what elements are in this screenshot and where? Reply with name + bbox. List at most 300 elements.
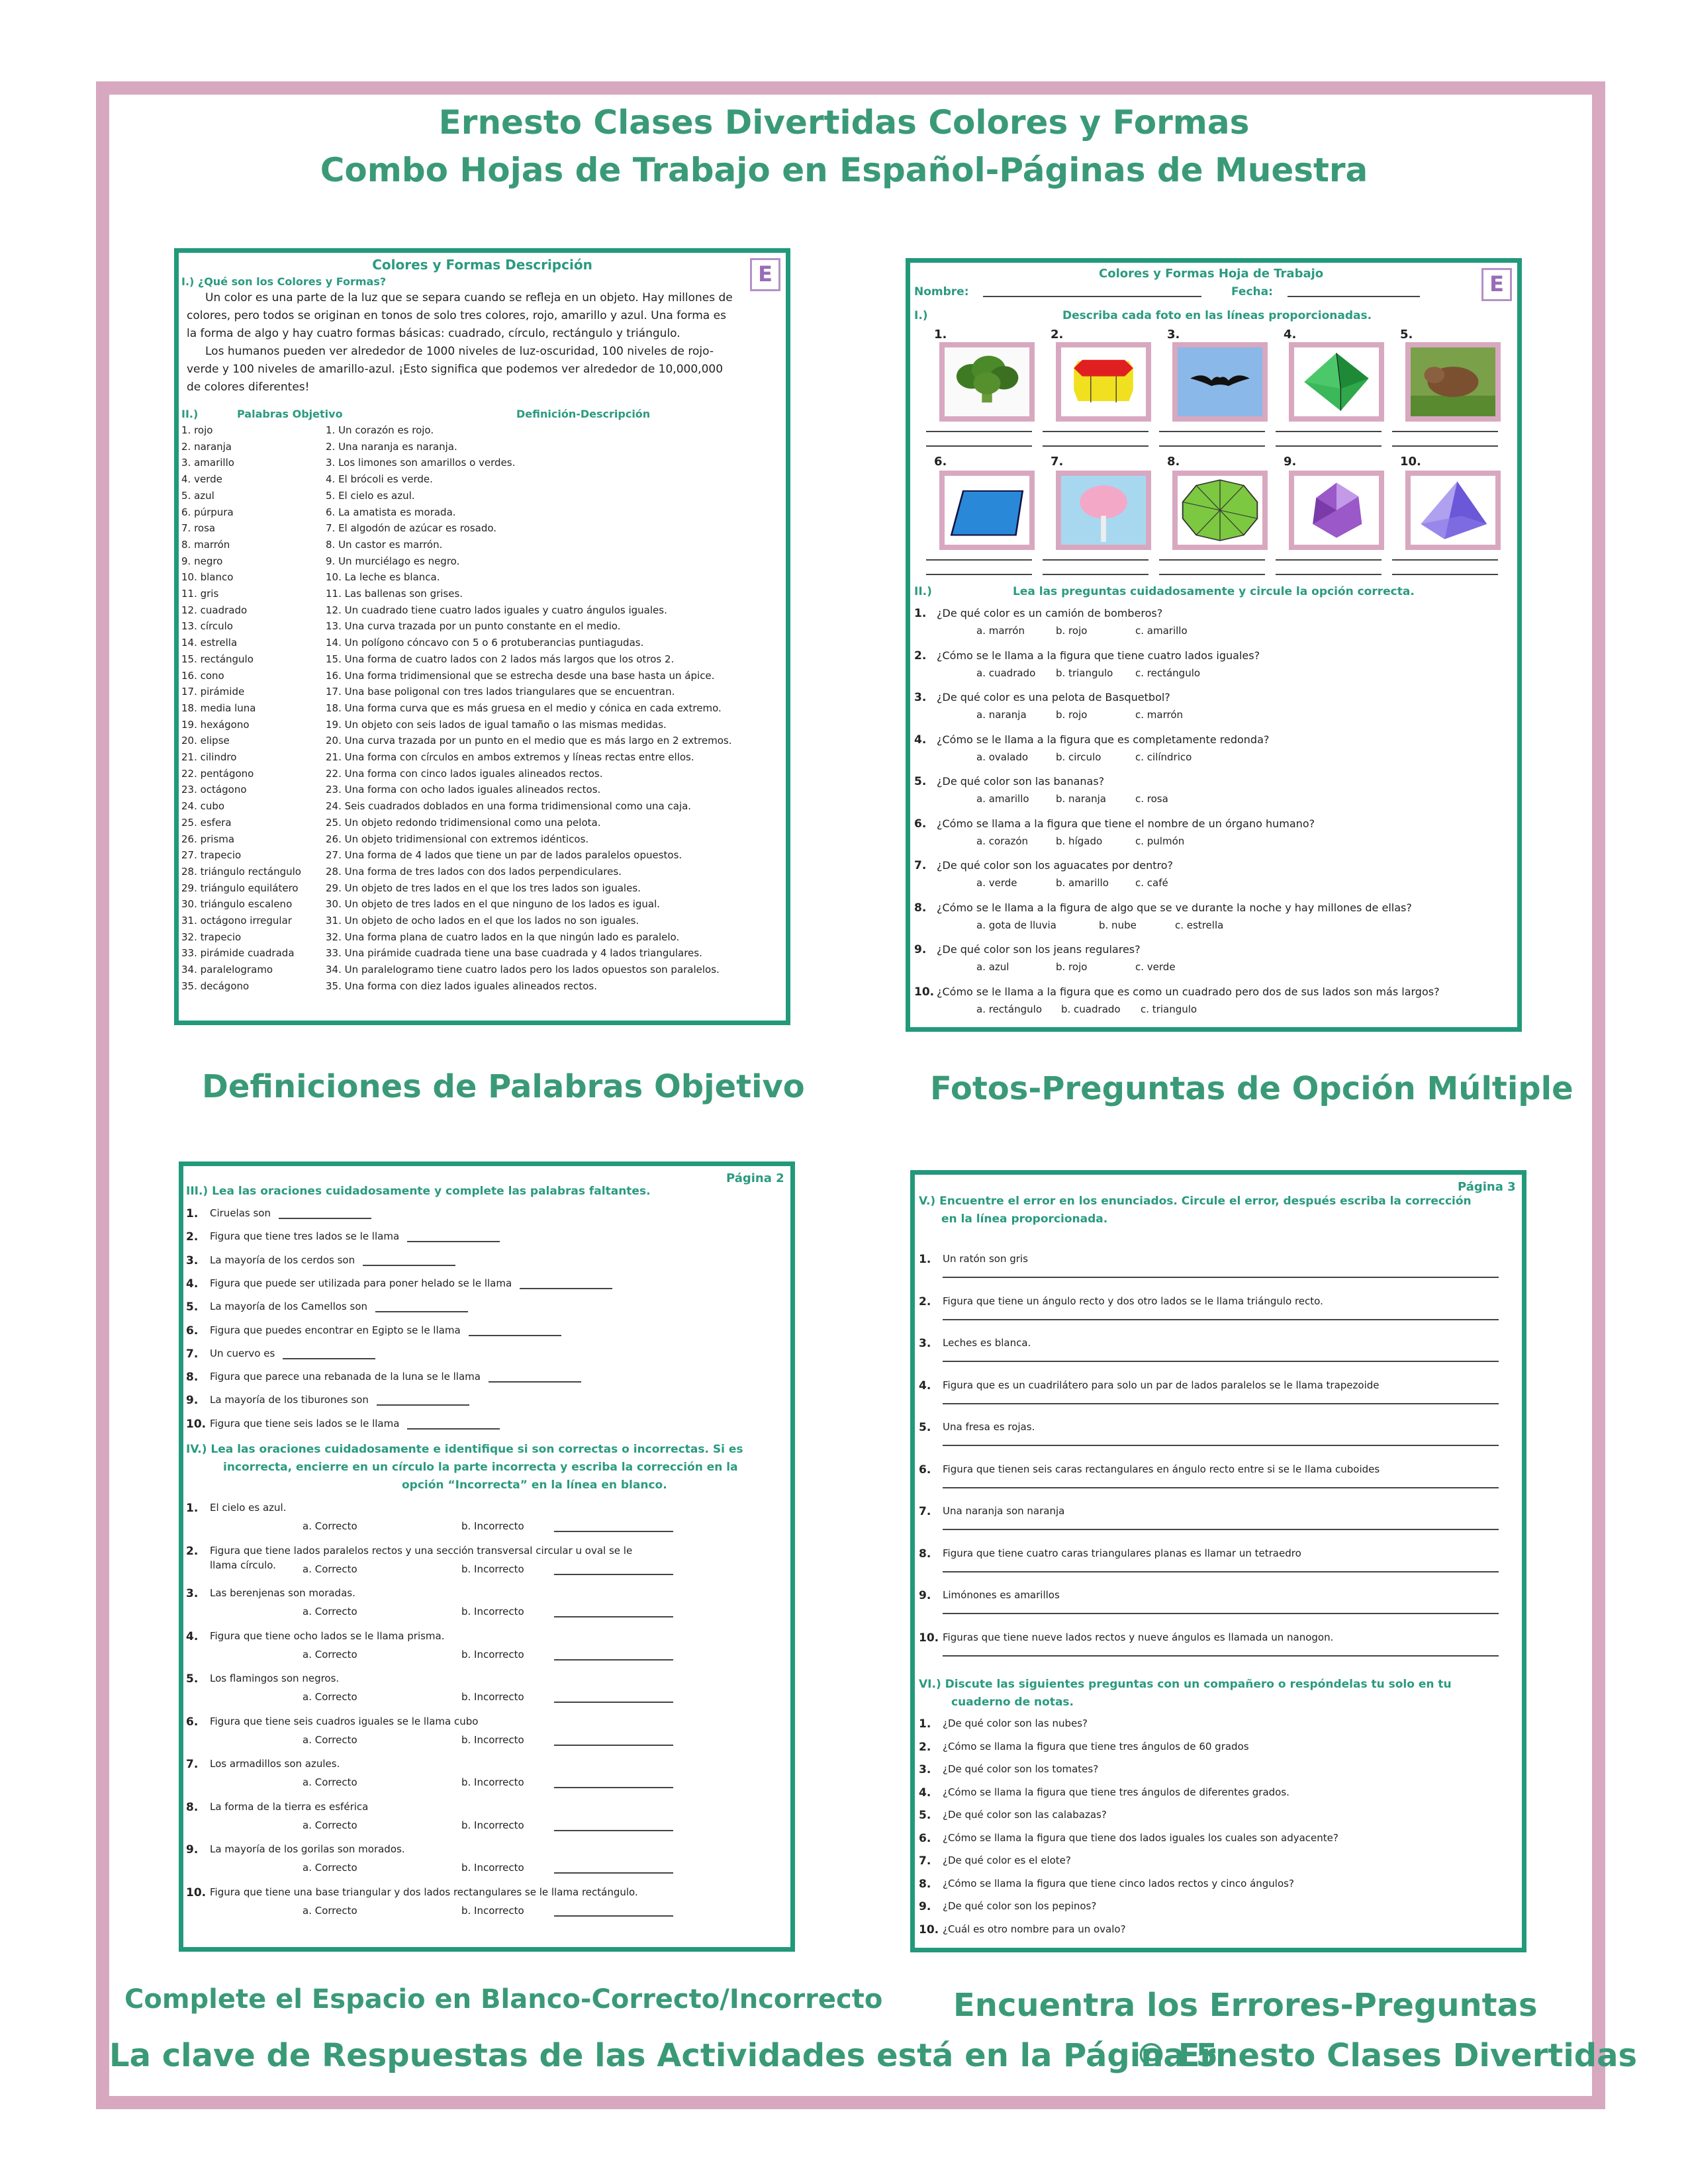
page-title: Ernesto Clases Divertidas Colores y Formas — [438, 103, 1250, 142]
definition: 7. El algodón de azúcar es rosado. — [326, 522, 497, 535]
option-incorrect: b. Incorrecto — [461, 1904, 524, 1917]
fill-blank[interactable] — [283, 1349, 375, 1359]
answer-option: b. rojo — [1056, 961, 1088, 973]
answer-option: a. verde — [976, 877, 1017, 889]
discussion-question: ¿Cómo se llama la figura que tiene dos lados iguales los cuales son adyacente? — [943, 1831, 1338, 1844]
target-word: 34. paralelogramo — [181, 964, 273, 976]
definition: 27. Una forma de 4 lados que tiene un par de lados paralelos opuestos. — [326, 849, 682, 862]
caption-multiple-choice: Fotos-Preguntas de Opción Múltiple — [930, 1070, 1573, 1107]
definition: 19. Un objeto con seis lados de igual tamaño o las mismas medidas. — [326, 718, 667, 731]
section-5-heading: en la línea proporcionada. — [941, 1212, 1108, 1226]
definition: 21. Una forma con círculos en ambos extremos y líneas rectas entre ellos. — [326, 751, 694, 763]
error-number: 6. — [919, 1463, 931, 1477]
definition: 1. Un corazón es rojo. — [326, 424, 434, 436]
fill-blank[interactable] — [407, 1232, 500, 1242]
answer-line — [1159, 559, 1265, 561]
discussion-number: 10. — [919, 1923, 939, 1936]
question-number: 8. — [914, 901, 927, 915]
option-incorrect: b. Incorrecto — [461, 1563, 524, 1575]
correction-line — [943, 1277, 1499, 1278]
question-number: 1. — [914, 607, 927, 620]
fill-sentence: La mayoría de los Camellos son — [210, 1300, 368, 1313]
answer-option: c. marrón — [1135, 709, 1184, 721]
option-incorrect: b. Incorrecto — [461, 1606, 524, 1617]
answer-option: a. cuadrado — [976, 666, 1036, 679]
section-4-heading: incorrecta, encierre en un círculo la parte incorrecta y escriba la corrección en la — [223, 1461, 738, 1474]
page-number: Página 3 — [1458, 1180, 1516, 1194]
error-number: 1. — [919, 1253, 931, 1266]
answer-option: c. pulmón — [1135, 835, 1185, 847]
photo-number: 8. — [1167, 455, 1180, 469]
definition: 18. Una forma curva que es más gruesa en el medio y cónica en cada extremo. — [326, 702, 722, 714]
question-text: ¿Cómo se le llama a la figura que es como un cuadrado pero dos de sus lados son más largos? — [937, 985, 1440, 998]
answer-option: b. hígado — [1056, 835, 1103, 847]
question-number: 5. — [914, 775, 927, 788]
statement-text: Figura que tiene ocho lados se le llama prisma. — [210, 1629, 445, 1642]
paragraph-line: Un color es una parte de la luz que se separa cuando se refleja en un objeto. Hay millones de — [205, 291, 733, 304]
option-correct: a. Correcto — [303, 1606, 357, 1617]
target-word: 21. cilindro — [181, 751, 237, 763]
correction-line — [554, 1830, 673, 1831]
definition: 11. Las ballenas son grises. — [326, 588, 463, 600]
target-words-heading: Palabras Objetivo — [237, 408, 343, 420]
discussion-number: 5. — [919, 1809, 931, 1822]
definition: 4. El brócoli es verde. — [326, 473, 433, 486]
target-word: 23. octágono — [181, 784, 247, 796]
section-6-heading: cuaderno de notas. — [951, 1696, 1074, 1709]
sheet-title: Colores y Formas Hoja de Trabajo — [1099, 267, 1324, 281]
target-word: 10. blanco — [181, 571, 234, 584]
definition: 9. Un murciélago es negro. — [326, 555, 460, 567]
paragraph-line: Los humanos pueden ver alrededor de 1000 niveles de luz-oscuridad, 100 niveles de rojo- — [205, 345, 714, 358]
answer-option: b. naranja — [1056, 793, 1106, 805]
answer-line — [1043, 445, 1149, 447]
statement-number: 3. — [186, 1587, 199, 1600]
fill-blank[interactable] — [375, 1302, 468, 1312]
definition: 25. Un objeto redondo tridimensional como una pelota. — [326, 816, 601, 829]
answer-option: c. triangulo — [1141, 1003, 1197, 1015]
definition: 12. Un cuadrado tiene cuatro lados iguales y cuatro ángulos iguales. — [326, 604, 667, 616]
answer-option: b. amarillo — [1056, 877, 1109, 889]
statement-number: 7. — [186, 1758, 199, 1771]
answer-line — [1392, 559, 1498, 561]
photo-black-bat — [1172, 342, 1268, 422]
definition: 29. Un objeto de tres lados en el que los tres lados son iguales. — [326, 882, 641, 894]
correction-line — [554, 1702, 673, 1703]
definition: 10. La leche es blanca. — [326, 571, 440, 584]
correction-line — [554, 1787, 673, 1788]
fill-number: 9. — [186, 1394, 199, 1408]
section-6-heading: VI.) Discute las siguientes preguntas con un compañero o respóndelas tu solo en tu — [919, 1678, 1452, 1691]
statement-text: Los armadillos son azules. — [210, 1758, 340, 1770]
correction-line — [943, 1403, 1499, 1404]
discussion-question: ¿De qué color son las nubes? — [943, 1717, 1088, 1729]
target-word: 13. círculo — [181, 620, 233, 633]
fill-sentence: Figura que parece una rebanada de la luna se le llama — [210, 1371, 481, 1383]
fill-number: 2. — [186, 1230, 199, 1244]
page-subtitle: Combo Hojas de Trabajo en Español-Páginas de Muestra — [320, 151, 1368, 189]
fill-sentence: Figura que puede ser utilizada para poner helado se le llama — [210, 1277, 512, 1289]
correction-line — [554, 1745, 673, 1746]
error-sentence: Un ratón son gris — [943, 1253, 1028, 1265]
fill-blank[interactable] — [363, 1255, 455, 1266]
correction-line — [943, 1487, 1499, 1488]
photo-blue-trapezoid — [939, 471, 1035, 550]
answer-option: b. cuadrado — [1061, 1003, 1121, 1015]
option-correct: a. Correcto — [303, 1904, 357, 1917]
question-text: ¿Cómo se le llama a la figura que tiene cuatro lados iguales? — [937, 649, 1260, 662]
target-word: 11. gris — [181, 588, 219, 600]
question-number: 4. — [914, 733, 927, 747]
fill-in-blank-worksheet-preview — [179, 1161, 795, 1952]
fill-blank[interactable] — [469, 1326, 561, 1336]
option-correct: a. Correcto — [303, 1520, 357, 1532]
correction-line — [554, 1659, 673, 1661]
target-word: 5. azul — [181, 489, 214, 502]
discussion-question: ¿De qué color son las calabazas? — [943, 1809, 1107, 1821]
answer-option: b. triangulo — [1056, 666, 1113, 679]
photo-number: 4. — [1284, 328, 1297, 341]
answer-option: b. rojo — [1056, 709, 1088, 721]
target-word: 35. decágono — [181, 979, 250, 992]
option-correct: a. Correcto — [303, 1648, 357, 1661]
definition: 35. Una forma con diez lados iguales alineados rectos. — [326, 979, 597, 992]
error-sentence: Figura que tienen seis caras rectangulares en ángulo recto entre si se le llama cuboides — [943, 1463, 1380, 1475]
definition: 31. Un objeto de ocho lados en el que los lados no son iguales. — [326, 915, 639, 927]
photo-broccoli — [939, 342, 1035, 422]
fill-blank[interactable] — [520, 1279, 612, 1289]
discussion-question: ¿Cuál es otro nombre para un ovalo? — [943, 1923, 1126, 1935]
fill-blank[interactable] — [279, 1208, 371, 1219]
target-word: 3. amarillo — [181, 457, 234, 469]
name-label: Nombre: — [914, 285, 969, 298]
discussion-number: 7. — [919, 1854, 931, 1868]
statement-text: Figura que tiene seis cuadros iguales se le llama cubo — [210, 1715, 479, 1727]
answer-option: a. corazón — [976, 835, 1029, 847]
error-number: 7. — [919, 1505, 931, 1518]
option-correct: a. Correcto — [303, 1862, 357, 1874]
option-incorrect: b. Incorrecto — [461, 1648, 524, 1661]
error-sentence: Una naranja son naranja — [943, 1505, 1065, 1517]
definition: 13. Una curva trazada por un punto constante en el medio. — [326, 620, 621, 633]
section-2-number: II.) — [181, 408, 199, 420]
question-text: ¿De qué color son las bananas? — [937, 775, 1105, 788]
answer-line — [926, 431, 1032, 432]
page-number: Página 2 — [726, 1171, 784, 1185]
fill-number: 10. — [186, 1417, 207, 1431]
caption-definitions: Definiciones de Palabras Objetivo — [202, 1068, 805, 1105]
photo-green-octahedron — [1289, 342, 1384, 422]
caption-find-errors: Encuentra los Errores-Preguntas — [953, 1987, 1538, 2024]
definition: 34. Un paralelogramo tiene cuatro lados pero los lados opuestos son paralelos. — [326, 964, 720, 976]
photo-purple-amethyst — [1289, 471, 1384, 550]
error-number: 8. — [919, 1547, 931, 1561]
answer-line — [1159, 445, 1265, 447]
answer-line — [1276, 431, 1382, 432]
fill-number: 6. — [186, 1324, 199, 1338]
target-word: 28. triángulo rectángulo — [181, 865, 301, 878]
target-word: 22. pentágono — [181, 767, 254, 780]
answer-line — [1043, 574, 1149, 575]
target-word: 4. verde — [181, 473, 222, 486]
statement-text: Figura que tiene lados paralelos rectos y una sección transversal circular u oval se le — [210, 1544, 633, 1557]
correction-line — [943, 1361, 1499, 1362]
fill-number: 5. — [186, 1300, 199, 1314]
discussion-question: ¿De qué color es el elote? — [943, 1854, 1071, 1866]
question-text: ¿De qué color son los aguacates por dentro? — [937, 859, 1174, 872]
target-word: 31. octágono irregular — [181, 915, 292, 927]
correction-line — [554, 1574, 673, 1575]
answer-option: c. café — [1135, 877, 1168, 889]
definition: 23. Una forma con ocho lados iguales alineados rectos. — [326, 784, 601, 796]
section-1-number: I.) — [914, 309, 928, 322]
section-2-number: II.) — [914, 585, 932, 598]
question-number: 3. — [914, 691, 927, 704]
photo-number: 5. — [1400, 328, 1413, 341]
statement-text: La forma de la tierra es esférica — [210, 1800, 369, 1813]
target-word: 15. rectángulo — [181, 653, 254, 665]
answer-line — [926, 559, 1032, 561]
question-number: 7. — [914, 859, 927, 872]
fill-blank[interactable] — [407, 1419, 500, 1430]
fill-number: 3. — [186, 1253, 199, 1267]
definition: 14. Un polígono cóncavo con 5 o 6 protuberancias puntiagudas. — [326, 637, 644, 649]
target-word: 24. cubo — [181, 800, 225, 813]
definition: 24. Seis cuadrados doblados en una forma tridimensional como una caja. — [326, 800, 692, 813]
option-correct: a. Correcto — [303, 1733, 357, 1746]
statement-number: 8. — [186, 1800, 199, 1814]
answer-line — [1159, 431, 1265, 432]
target-word: 27. trapecio — [181, 849, 242, 862]
fill-sentence: Figura que puedes encontrar en Egipto se le llama — [210, 1324, 461, 1336]
definition: 30. Un objeto de tres lados en el que ninguno de los lados es igual. — [326, 898, 661, 911]
error-sentence: Figura que es un cuadrilátero para solo un par de lados paralelos se le llama trapezoide — [943, 1379, 1380, 1391]
correction-line — [554, 1616, 673, 1617]
fill-sentence: La mayoría de los tiburones son — [210, 1394, 369, 1406]
photo-number: 9. — [1284, 455, 1297, 469]
answer-option: a. gota de lluvia — [976, 919, 1056, 931]
target-word: 1. rojo — [181, 424, 213, 436]
discussion-question: ¿De qué color son los tomates? — [943, 1763, 1099, 1775]
statement-text: El cielo es azul. — [210, 1502, 287, 1514]
target-word: 25. esfera — [181, 816, 232, 829]
answer-line — [1159, 574, 1265, 575]
option-incorrect: b. Incorrecto — [461, 1691, 524, 1703]
answer-line — [1392, 445, 1498, 447]
target-word: 6. púrpura — [181, 506, 234, 518]
definition: 26. Un objeto tridimensional con extremos idénticos. — [326, 833, 589, 845]
answer-option: c. verde — [1135, 961, 1176, 973]
answer-option: c. amarillo — [1135, 625, 1188, 637]
sheet-title: Colores y Formas Descripción — [372, 257, 592, 273]
error-number: 2. — [919, 1295, 931, 1308]
discussion-number: 9. — [919, 1900, 931, 1913]
correction-line — [943, 1655, 1499, 1657]
target-word: 8. marrón — [181, 538, 230, 551]
statement-number: 10. — [186, 1886, 207, 1899]
section-4-heading: opción “Incorrecta” en la línea en blanco. — [402, 1479, 667, 1492]
error-number: 10. — [919, 1631, 939, 1645]
discussion-number: 1. — [919, 1717, 931, 1731]
answer-option: c. estrella — [1175, 919, 1224, 931]
section-2-heading: Lea las preguntas cuidadosamente y circule la opción correcta. — [1013, 585, 1415, 598]
discussion-question: ¿Cómo se llama la figura que tiene tres ángulos de diferentes grados. — [943, 1786, 1289, 1798]
option-incorrect: b. Incorrecto — [461, 1733, 524, 1746]
target-word: 29. triángulo equilátero — [181, 882, 299, 894]
photo-number: 2. — [1051, 328, 1064, 341]
photo-number: 6. — [934, 455, 947, 469]
fill-sentence: Figura que tiene tres lados se le llama — [210, 1230, 400, 1243]
target-word: 26. prisma — [181, 833, 235, 845]
fill-sentence: Ciruelas son — [210, 1207, 271, 1219]
target-word: 30. triángulo escaleno — [181, 898, 293, 911]
question-number: 6. — [914, 817, 927, 831]
target-word: 32. trapecio — [181, 931, 242, 943]
option-correct: a. Correcto — [303, 1776, 357, 1788]
fill-blank[interactable] — [377, 1395, 469, 1406]
definition: 33. Una pirámide cuadrada tiene una base cuadrada y 4 lados triangulares. — [326, 947, 702, 960]
section-1-heading: Describa cada foto en las líneas proporcionadas. — [1062, 309, 1372, 322]
option-incorrect: b. Incorrecto — [461, 1862, 524, 1874]
answer-option: a. naranja — [976, 709, 1027, 721]
correction-line — [554, 1531, 673, 1532]
statement-number: 6. — [186, 1715, 199, 1729]
answer-option: a. azul — [976, 961, 1009, 973]
target-word: 19. hexágono — [181, 718, 250, 731]
answer-line — [1276, 574, 1382, 575]
answer-option: b. rojo — [1056, 625, 1088, 637]
photo-red-octagonal-prism — [1056, 342, 1151, 422]
discussion-question: ¿Cómo se llama la figura que tiene tres ángulos de 60 grados — [943, 1740, 1249, 1752]
statement-number: 4. — [186, 1629, 199, 1643]
question-text: ¿De qué color es una pelota de Basquetbol? — [937, 691, 1170, 704]
option-correct: a. Correcto — [303, 1563, 357, 1575]
footer-answer-key-note: La clave de Respuestas de las Actividades está en la Página 5 — [109, 2037, 1218, 2074]
target-word: 16. cono — [181, 669, 224, 682]
definition: 15. Una forma de cuatro lados con 2 lados más largos que los otros 2. — [326, 653, 675, 665]
target-word: 17. pirámide — [181, 686, 245, 698]
footer-copyright: © Ernesto Clases Divertidas — [1135, 2037, 1638, 2074]
definition: 16. Una forma tridimensional que se estrecha desde una base hasta un ápice. — [326, 669, 715, 682]
answer-line — [926, 445, 1032, 447]
answer-option: b. nube — [1099, 919, 1137, 931]
question-text: ¿De qué color es un camión de bomberos? — [937, 607, 1163, 619]
discussion-number: 4. — [919, 1786, 931, 1799]
target-word: 33. pirámide cuadrada — [181, 947, 295, 960]
question-text: ¿Cómo se le llama a la figura que es completamente redonda? — [937, 733, 1270, 746]
answer-option: c. rosa — [1135, 793, 1168, 805]
discussion-number: 2. — [919, 1740, 931, 1754]
date-line — [1288, 296, 1420, 297]
answer-option: b. circulo — [1056, 751, 1102, 763]
section-1-heading: I.) ¿Qué son los Colores y Formas? — [181, 275, 387, 288]
paragraph-line: verde y 100 niveles de amarillo-azul. ¡Esto significa que podemos ver alrededor de 10,000,000 — [187, 363, 724, 376]
discussion-number: 8. — [919, 1877, 931, 1891]
definition: 2. Una naranja es naranja. — [326, 440, 457, 453]
error-sentence: Limónones es amarillos — [943, 1589, 1060, 1601]
question-text: ¿Cómo se le llama a la figura de algo que se ve durante la noche y hay millones de ellas? — [937, 901, 1412, 914]
photo-green-decagon — [1172, 471, 1268, 550]
error-number: 4. — [919, 1379, 931, 1392]
definition: 17. Una base poligonal con tres lados triangulares que se encuentran. — [326, 686, 675, 698]
paragraph-line: la forma de algo y hay cuatro formas básicas: cuadrado, círculo, rectángulo y triángulo. — [187, 327, 680, 340]
answer-line — [1392, 574, 1498, 575]
target-word: 7. rosa — [181, 522, 216, 535]
option-incorrect: b. Incorrecto — [461, 1520, 524, 1532]
statement-text: Figura que tiene una base triangular y dos lados rectangulares se le llama rectángulo. — [210, 1886, 638, 1898]
fill-number: 7. — [186, 1347, 199, 1361]
answer-option: a. rectángulo — [976, 1003, 1042, 1015]
option-correct: a. Correcto — [303, 1819, 357, 1831]
answer-option: c. rectángulo — [1135, 666, 1201, 679]
question-number: 10. — [914, 985, 935, 999]
definition: 6. La amatista es morada. — [326, 506, 456, 518]
definition: 3. Los limones son amarillos o verdes. — [326, 457, 516, 469]
discussion-question: ¿Cómo se llama la figura que tiene cinco lados rectos y cinco ángulos? — [943, 1877, 1294, 1889]
photo-number: 10. — [1400, 455, 1421, 469]
section-3-heading: III.) Lea las oraciones cuidadosamente y complete las palabras faltantes. — [186, 1185, 651, 1198]
error-sentence: Una fresa es rojas. — [943, 1421, 1035, 1433]
section-4-heading: IV.) Lea las oraciones cuidadosamente e identifique si son correctas o incorrectas. Si es — [186, 1443, 743, 1456]
discussion-question: ¿De qué color son los pepinos? — [943, 1900, 1097, 1912]
definitions-worksheet-preview — [174, 248, 790, 1025]
discussion-number: 3. — [919, 1763, 931, 1776]
answer-line — [926, 574, 1032, 575]
fill-sentence: Figura que tiene seis lados se le llama — [210, 1417, 400, 1430]
correction-line — [943, 1445, 1499, 1446]
answer-line — [1043, 559, 1149, 561]
paragraph-line: colores, pero todos se originan en tonos de solo tres colores, rojo, amarillo y azul. Una forma es — [187, 309, 726, 322]
statement-text: Las berenjenas son moradas. — [210, 1587, 355, 1599]
multiple-choice-worksheet-preview — [906, 258, 1522, 1032]
find-errors-worksheet-preview — [910, 1170, 1526, 1952]
target-word: 12. cuadrado — [181, 604, 248, 616]
photo-purple-pyramid — [1405, 471, 1501, 550]
error-sentence: Figura que tiene cuatro caras triangulares planas es llamar un tetraedro — [943, 1547, 1301, 1559]
photo-number: 3. — [1167, 328, 1180, 341]
ernesto-logo-icon: E — [750, 258, 780, 291]
target-word: 2. naranja — [181, 440, 232, 453]
fill-sentence: La mayoría de los cerdos son — [210, 1253, 355, 1266]
fill-blank[interactable] — [489, 1372, 581, 1383]
photo-number: 7. — [1051, 455, 1064, 469]
error-number: 9. — [919, 1589, 931, 1602]
answer-option: a. amarillo — [976, 793, 1029, 805]
answer-option: c. cilíndrico — [1135, 751, 1192, 763]
question-number: 2. — [914, 649, 927, 662]
definition: 20. Una curva trazada por un punto en el medio que es más largo en 2 extremos. — [326, 735, 732, 747]
definition: 22. Una forma con cinco lados iguales alineados rectos. — [326, 767, 603, 780]
date-label: Fecha: — [1231, 285, 1273, 298]
correction-line — [943, 1571, 1499, 1572]
definitions-heading: Definición-Descripción — [516, 408, 651, 420]
error-sentence: Leches es blanca. — [943, 1337, 1031, 1349]
definition: 32. Una forma plana de cuatro lados en la que ningún lado es paralelo. — [326, 931, 680, 943]
target-word: 20. elipse — [181, 735, 230, 747]
question-number: 9. — [914, 943, 927, 956]
question-text: ¿De qué color son los jeans regulares? — [937, 943, 1141, 956]
caption-fill-in-blank: Complete el Espacio en Blanco-Correcto/Incorrecto — [124, 1984, 883, 2015]
answer-line — [1043, 431, 1149, 432]
correction-line — [943, 1529, 1499, 1530]
correction-line — [943, 1319, 1499, 1320]
photo-beaver — [1405, 342, 1501, 422]
correction-line — [554, 1915, 673, 1917]
definition: 5. El cielo es azul. — [326, 489, 415, 502]
answer-line — [1276, 559, 1382, 561]
paragraph-line: de colores diferentes! — [187, 381, 310, 394]
answer-option: a. marrón — [976, 625, 1025, 637]
